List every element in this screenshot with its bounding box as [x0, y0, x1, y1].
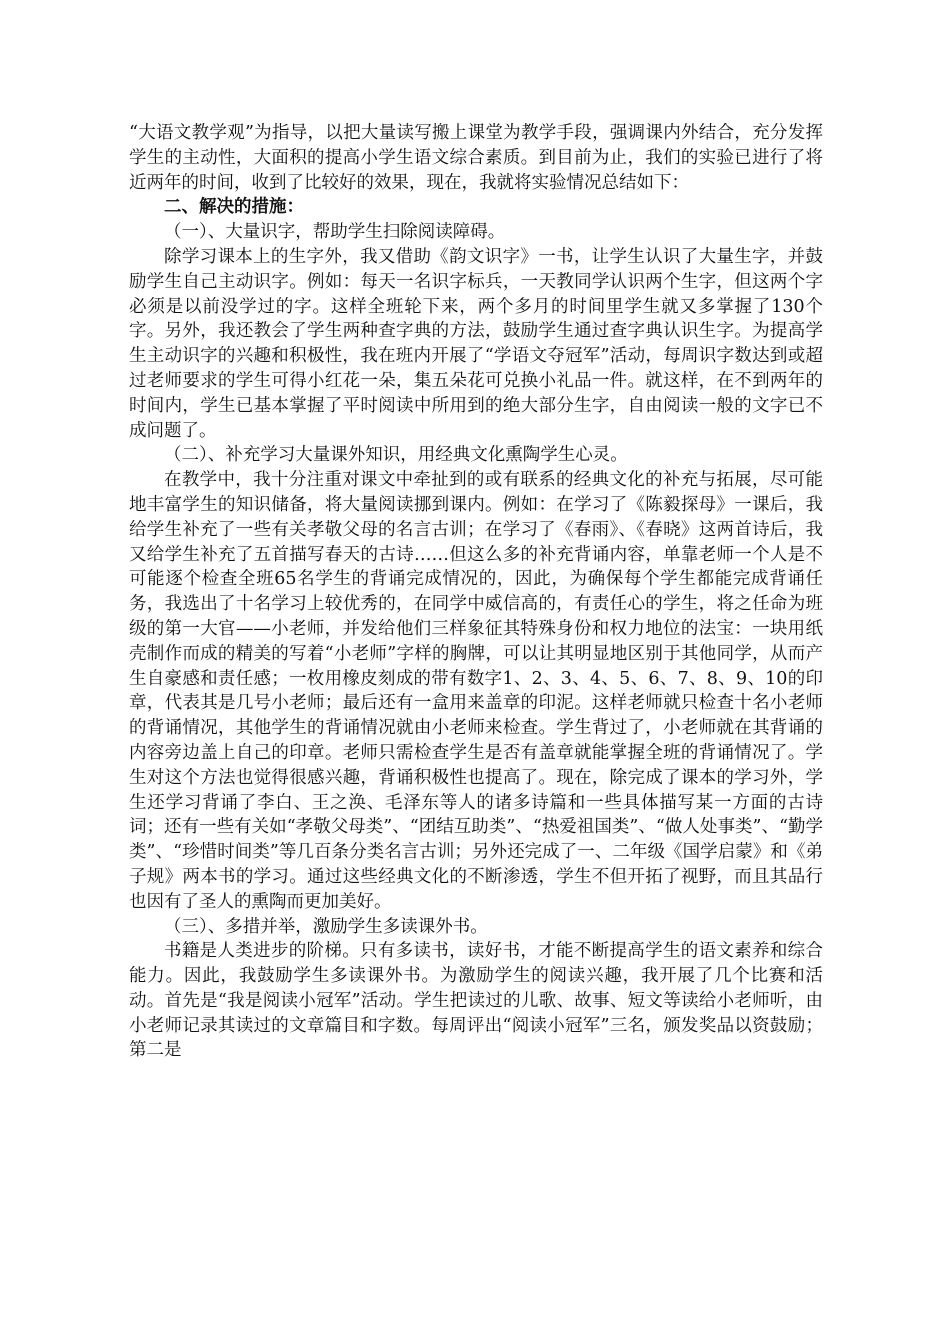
paragraph-1: 除学习课本上的生字外，我又借助《韵文识字》一书，让学生认识了大量生字，并鼓励学生自己主动识字。例如：每天一名识字标兵，一天教同学认识两个生字，但这两个字必须是以前没学过的字。这样全班轮下来，两个多月的时间里学生就又多掌握了130个字。另外，我还教会了学生两种查字典的方法，鼓励学生通过查字典认识生字。为提高学生主动识字的兴趣和积极性，我在班内开展了“学语文夺冠军”活动，每周识字数达到或超过老师要求的学生可得小红花一朵，集五朵花可兑换小礼品一件。就这样，在不到两年的时间内，学生已基本掌握了平时阅读中所用到的绝大部分生字，自由阅读一般的文字已不成问题了。: [129, 246, 823, 441]
section-heading-measures: 二、解决的措施：: [164, 197, 304, 218]
subheading-2: （二）、补充学习大量课外知识，用经典文化熏陶学生心灵。: [164, 445, 628, 466]
intro-paragraph: “大语文教学观”为指导，以把大量读写搬上课堂为教学手段，强调课内外结合，充分发挥学生的主动性，大面积的提高小学生语文综合素质。到目前为止，我们的实验已进行了将近两年的时间，收到了比较好的效果，现在，我就将实验情况总结如下：: [129, 123, 823, 193]
subheading-3: （三）、多措并举，激励学生多读课外书。: [164, 916, 488, 937]
paragraph-2: 在教学中，我十分注重对课文中牵扯到的或有联系的经典文化的补充与拓展，尽可能地丰富学生的知识储备，将大量阅读挪到课内。例如：在学习了《陈毅探母》一课后，我给学生补充了一些有关孝敬父母的名言古训；在学习了《春雨》、《春晓》这两首诗后，我又给学生补充了五首描写春天的古诗……但这么多的补充背诵内容，单靠老师一个人是不可能逐个检查全班65名学生的背诵完成情况的，因此，为确保每个学生都能完成背诵任务，我选出了十名学习上较优秀的，在同学中威信高的，有责任心的学生，将之任命为班级的第一大官——小老师，并发给他们三样象征其特殊身份和权力地位的法宝：一块用纸壳制作而成的精美的写着“小老师”字样的胸牌，可以让其明显地区别于其他同学，从而产生自豪感和责任感；一枚用橡皮刻成的带有数字1、2、3、4、5、6、7、8、9、10的印章，代表其是几号小老师；最后还有一盒用来盖章的印泥。这样老师就只检查十名小老师的背诵情况，其他学生的背诵情况就由小老师来检查。学生背过了，小老师就在其背诵的内容旁边盖上自己的印章。老师只需检查学生是否有盖章就能掌握全班的背诵情况了。学生对这个方法也觉得很感兴趣，背诵积极性也提高了。现在，除完成了课本的学习外，学生还学习背诵了李白、王之涣、毛泽东等人的诸多诗篇和一些具体描写某一方面的古诗词；还有一些有关如“孝敬父母类”、“团结互助类”、“热爱祖国类”、“做人处事类”、“勤学类”、“珍惜时间类”等几百条分类名言古训；另外还完成了一、二年级《国学启蒙》和《弟子规》两本书的学习。通过这些经典文化的不断渗透，学生不但开拓了视野，而且其品行也因有了圣人的熏陶而更加美好。: [129, 470, 823, 912]
subheading-1: （一）、大量识字，帮助学生扫除阅读障碍。: [164, 222, 506, 243]
document-body: [129, 121, 823, 1063]
paragraph-3: 书籍是人类进步的阶梯。只有多读书，读好书，才能不断提高学生的语文素养和综合能力。因此，我鼓励学生多读课外书。为激励学生的阅读兴趣，我开展了几个比赛和活动。首先是“我是阅读小冠军”活动。学生把读过的儿歌、故事、短文等读给小老师听，由小老师记录其读过的文章篇目和字数。每周评出“阅读小冠军”三名，颁发奖品以资鼓励；第二是: [129, 941, 823, 1061]
